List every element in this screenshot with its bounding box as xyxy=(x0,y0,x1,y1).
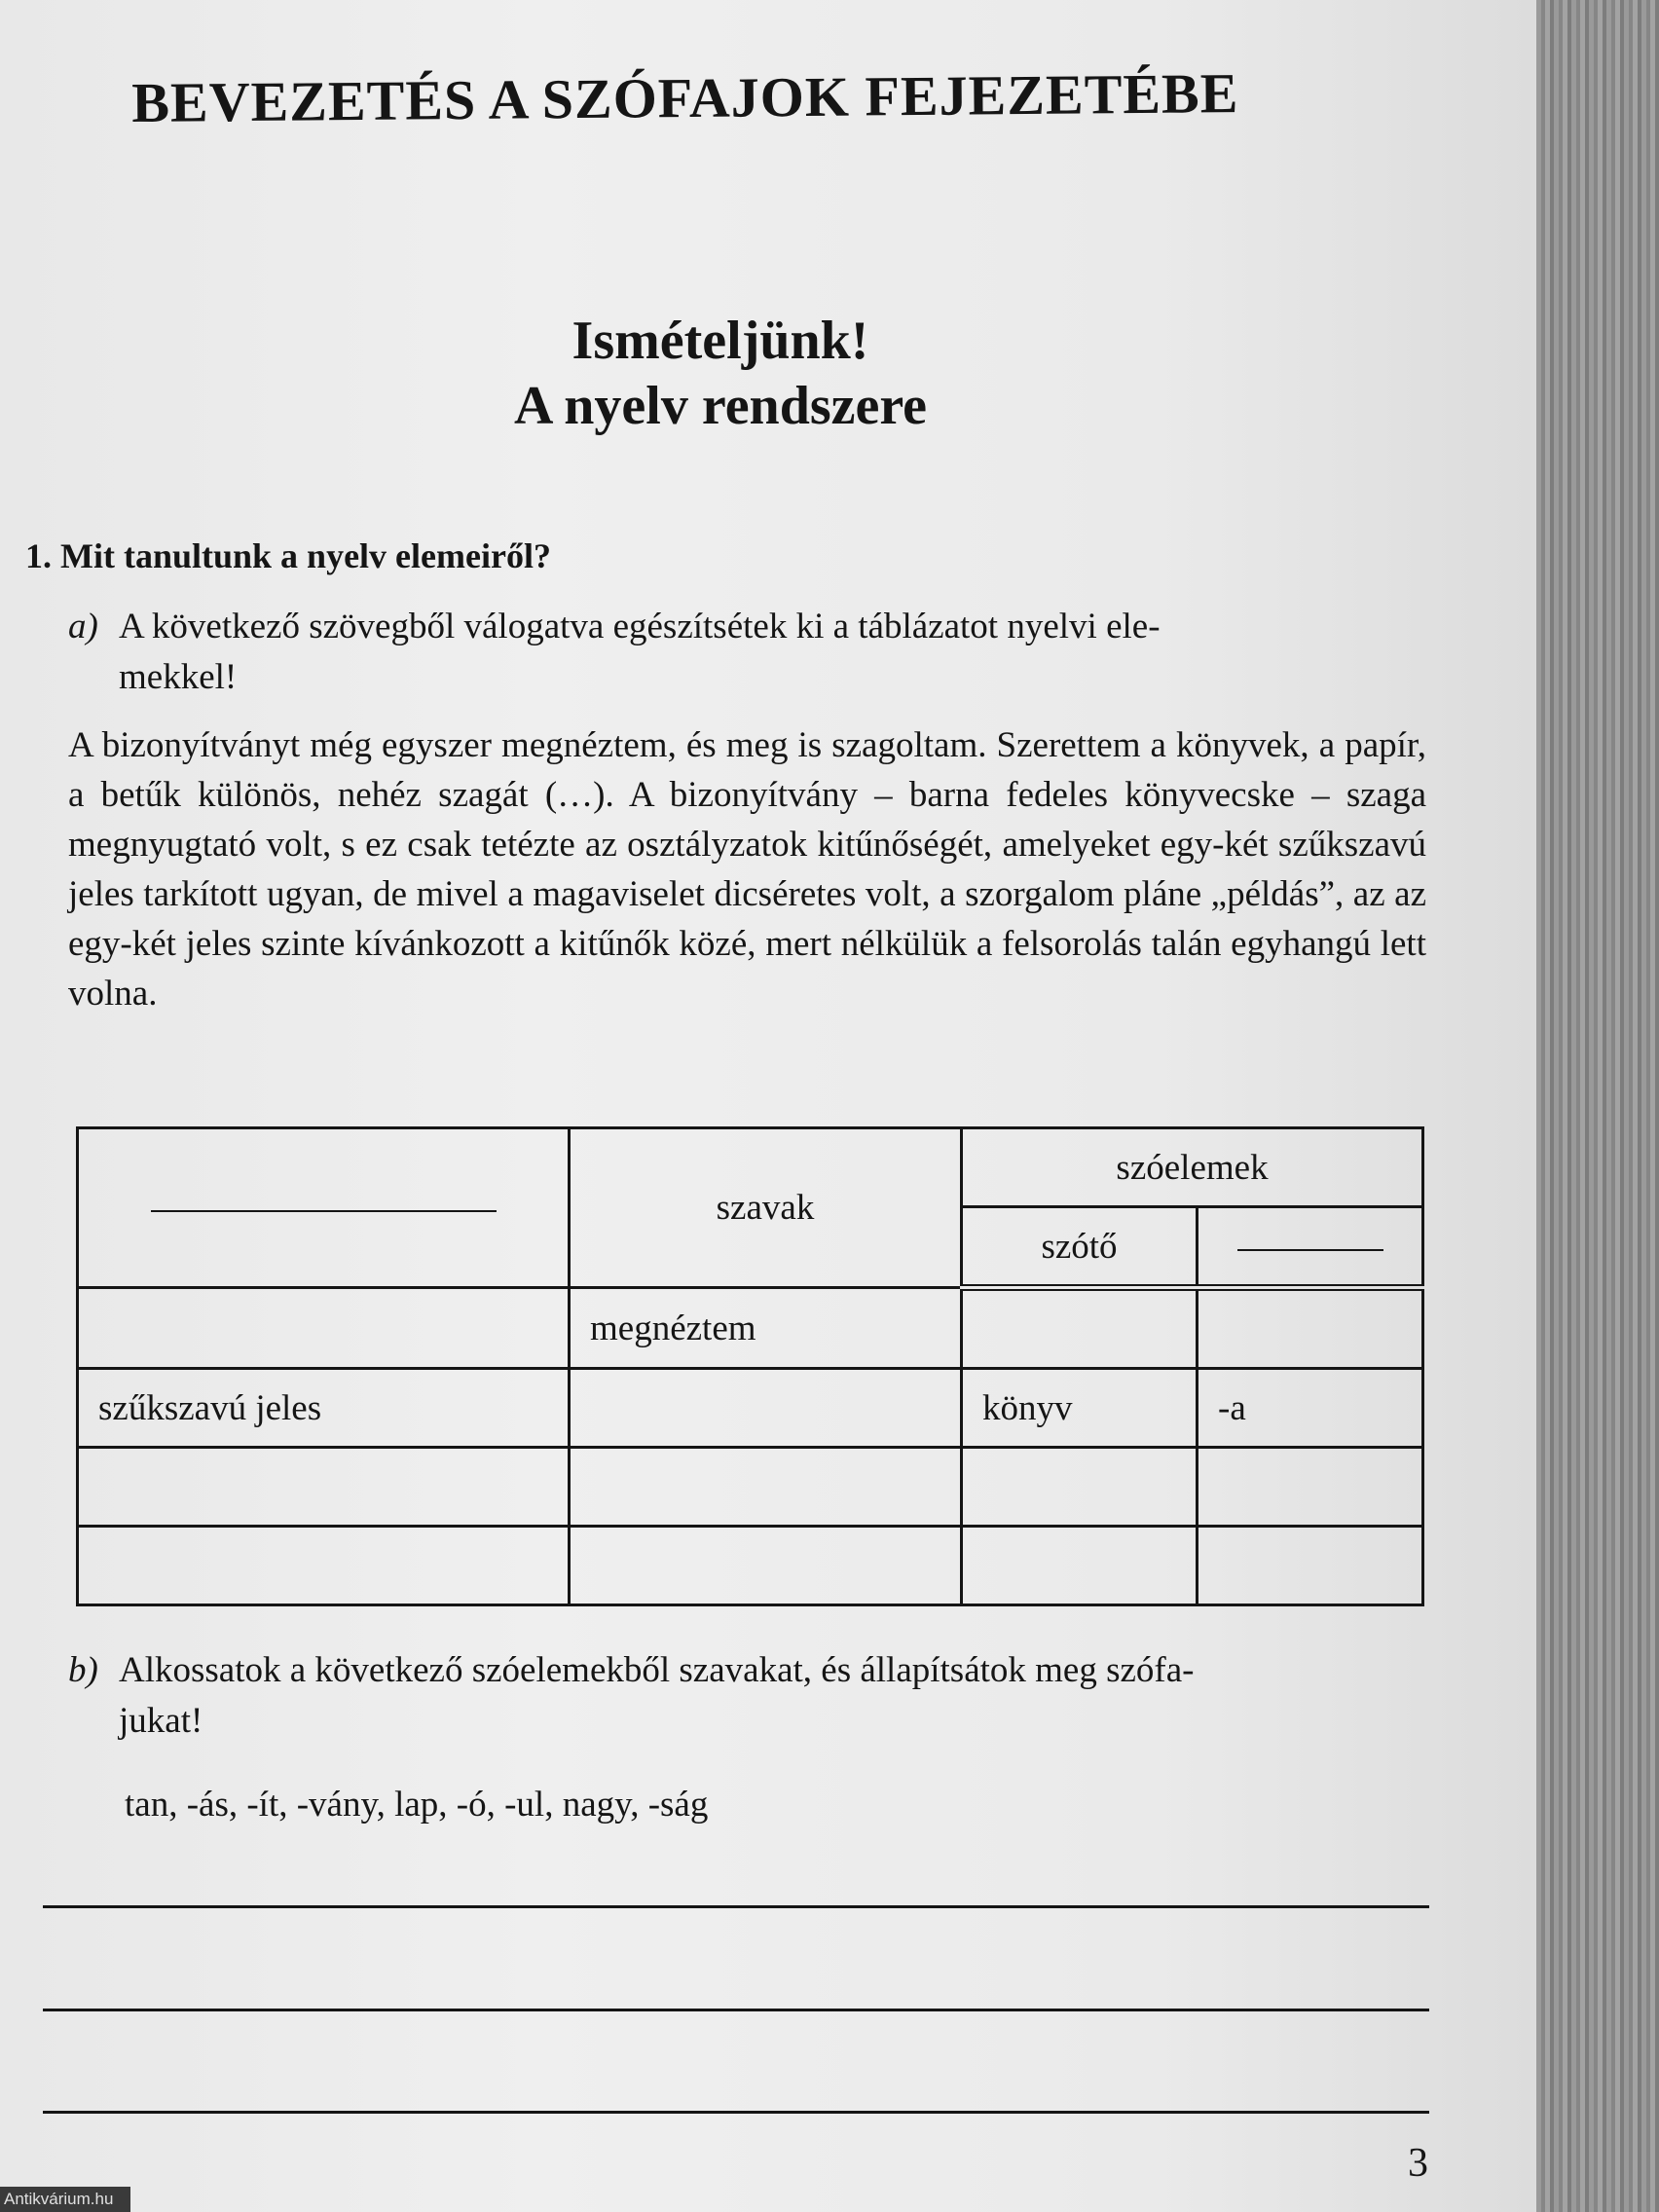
table-cell: -a xyxy=(1198,1369,1423,1448)
section-title-line2: A nyelv rendszere xyxy=(513,376,928,436)
table-row xyxy=(78,1369,1423,1448)
table-cell xyxy=(962,1527,1198,1605)
question-title: 1. Mit tanultunk a nyelv elemeiről? xyxy=(25,536,551,575)
task-b-line2: jukat! xyxy=(119,1701,203,1741)
chapter-title: BEVEZETÉS A SZÓFAJOK FEJEZETÉBE xyxy=(131,61,1239,134)
task-b-line1: Alkossatok a következő szóelemekből szavakat, és állapítsátok meg szófa- xyxy=(119,1650,1195,1690)
page-number: 3 xyxy=(1408,2141,1428,2186)
table-cell: megnéztem xyxy=(570,1288,962,1369)
table-cell xyxy=(570,1369,962,1448)
table-cell xyxy=(1198,1288,1423,1369)
table-cell xyxy=(570,1448,962,1527)
table-cell xyxy=(78,1288,570,1369)
table-cell xyxy=(1198,1527,1423,1605)
task-b-letter: b) xyxy=(68,1650,98,1690)
header-second-blank-cell xyxy=(1198,1207,1423,1288)
header-blank-cell xyxy=(78,1128,570,1288)
header-szoelemek: szóelemek xyxy=(962,1128,1423,1207)
answer-line xyxy=(43,1905,1429,1908)
table-cell xyxy=(962,1448,1198,1527)
table-cell xyxy=(78,1527,570,1605)
task-a xyxy=(68,602,1426,703)
table-row xyxy=(78,1288,1423,1369)
task-b xyxy=(68,1645,1426,1747)
word-element-list: tan, -ás, -ít, -vány, lap, -ó, -ul, nagy, -ság xyxy=(125,1785,709,1825)
table-cell: könyv xyxy=(962,1369,1198,1448)
section-title-line1: Ismételjünk! xyxy=(571,311,869,371)
header-szavak: szavak xyxy=(570,1128,962,1288)
answer-line xyxy=(43,2111,1429,2114)
table-row xyxy=(78,1527,1423,1605)
task-a-line1: A következő szövegből válogatva egészítsétek ki a táblázatot nyelvi ele- xyxy=(119,607,1161,646)
task-a-line2: mekkel! xyxy=(119,657,238,697)
header-szoto: szótő xyxy=(962,1207,1198,1288)
book-binding-edge xyxy=(1536,0,1659,2212)
task-a-letter: a) xyxy=(68,607,98,646)
table-cell xyxy=(570,1527,962,1605)
table-cell: szűkszavú jeles xyxy=(78,1369,570,1448)
watermark: Antikvárium.hu xyxy=(0,2187,130,2212)
table-row xyxy=(78,1448,1423,1527)
table-cell xyxy=(78,1448,570,1527)
language-elements-table xyxy=(76,1126,1424,1606)
header-blank-line xyxy=(151,1209,497,1212)
reading-passage: A bizonyítványt még egyszer megnéztem, és meg is szagoltam. Szerettem a könyvek, a papír, a betűk különös, nehéz szagát (…). A bizonyítvány – barna fedeles könyvecske – szaga megnyugtató volt, s ez csak tetézte az osztályzatok kitűnőségét, amelyeket egy-két szűkszavú jeles tarkított ugyan, de mivel a magaviselet dicséretes volt, a szorgalom pláne „példás”, az az egy-két jeles szinte kívánkozott a kitűnők közé, mert nélkülük a felsorolás talán egyhangú lett volna. xyxy=(68,725,1426,1014)
header-second-blank-line xyxy=(1237,1248,1383,1251)
table-cell xyxy=(1198,1448,1423,1527)
answer-line xyxy=(43,2009,1429,2011)
table-cell xyxy=(962,1288,1198,1369)
